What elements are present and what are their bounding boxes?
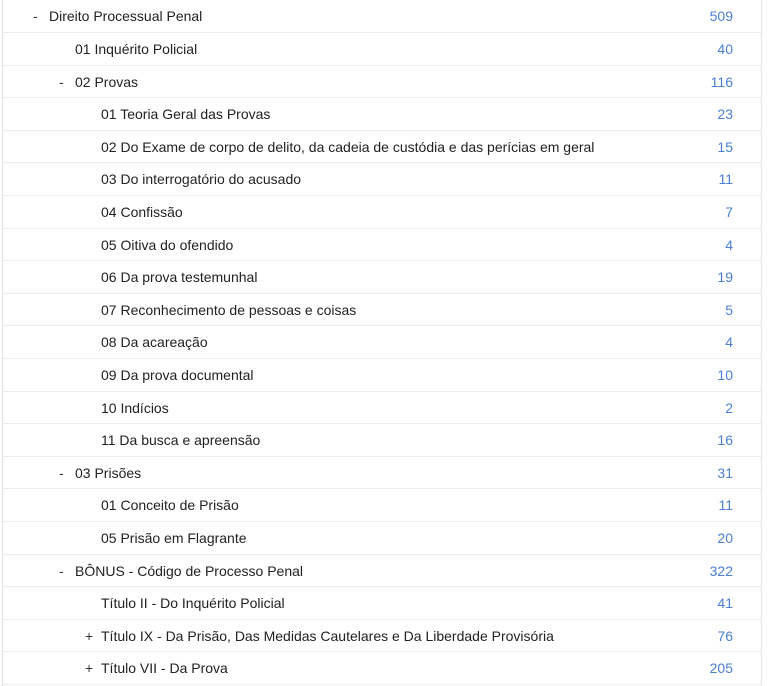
row-label: Título VII - Da Prova [101,660,228,677]
expand-toggle[interactable]: + [85,627,94,644]
row-label: 05 Prisão em Flagrante [101,529,247,546]
tree-row-provas[interactable] [3,66,761,99]
question-count: 10 [717,366,733,383]
tree-row-prisoes[interactable] [3,457,761,490]
collapse-toggle[interactable]: - [59,562,64,579]
tree-row-prova-documental[interactable] [3,359,761,392]
row-label: 06 Da prova testemunhal [101,269,258,286]
row-label: 04 Confissão [101,203,183,220]
tree-row-oitiva-ofendido[interactable] [3,229,761,262]
question-count: 4 [725,334,733,351]
collapse-toggle[interactable]: - [59,464,64,481]
row-label: Título II - Do Inquérito Policial [101,595,285,612]
tree-row-teoria-geral-provas[interactable] [3,98,761,131]
question-count: 31 [717,464,733,481]
row-label: 01 Inquérito Policial [75,41,198,57]
tree-row-titulo-vii[interactable] [3,652,761,685]
question-count: 23 [717,106,733,123]
row-label: Título IX - Da Prisão, Das Medidas Cautelares e Da Liberdade Provisória [101,627,554,644]
question-count: 4 [725,236,733,253]
row-label: 07 Reconhecimento de pessoas e coisas [101,301,357,318]
row-label: 02 Provas [75,73,139,90]
question-count: 5 [725,301,733,318]
tree-row-reconhecimento[interactable] [3,294,761,327]
question-count: 2 [725,399,733,416]
tree-row-confissao[interactable] [3,196,761,229]
question-count: 509 [709,8,733,24]
question-count: 40 [717,41,733,57]
question-count: 19 [717,269,733,286]
tree-row-exame-corpo-delito[interactable] [3,131,761,164]
question-count: 11 [718,171,733,188]
row-label: Direito Processual Penal [49,8,203,24]
tree-row-direito-processual-penal[interactable] [3,0,761,33]
question-count: 20 [717,529,733,546]
tree-row-bonus-cpp[interactable] [3,555,761,588]
question-count: 11 [718,497,733,514]
row-label: 01 Conceito de Prisão [101,497,239,514]
tree-row-interrogatorio[interactable] [3,163,761,196]
row-label: 05 Oitiva do ofendido [101,236,234,253]
row-label: 03 Prisões [75,464,142,481]
tree-row-prova-testemunhal[interactable] [3,261,761,294]
row-label: 03 Do interrogatório do acusado [101,171,302,188]
row-label: 09 Da prova documental [101,366,254,383]
row-label: 11 Da busca e apreensão [101,432,261,449]
tree-row-conceito-prisao[interactable] [3,489,761,522]
tree-row-titulo-ii[interactable] [3,587,761,620]
collapse-toggle[interactable]: - [33,8,38,24]
question-count: 41 [717,595,733,612]
tree-row-prisao-flagrante[interactable] [3,522,761,555]
question-count: 205 [709,660,733,677]
question-count: 15 [717,138,733,155]
tree-row-titulo-ix[interactable] [3,620,761,653]
row-label: 10 Indícios [101,399,169,416]
subject-tree [2,0,762,686]
expand-toggle[interactable]: + [85,660,94,677]
tree-row-busca-apreensao[interactable] [3,424,761,457]
collapse-toggle[interactable]: - [59,73,64,90]
tree-row-inquerito-policial[interactable] [3,33,761,66]
question-count: 322 [709,562,733,579]
row-label: 08 Da acareação [101,334,208,351]
row-label: 02 Do Exame de corpo de delito, da cadeia de custódia e das perícias em geral [101,138,595,155]
question-count: 116 [710,73,733,90]
row-label: BÔNUS - Código de Processo Penal [75,562,303,579]
row-label: 01 Teoria Geral das Provas [101,106,271,123]
question-count: 16 [717,432,733,449]
question-count: 7 [725,203,733,220]
tree-row-acareacao[interactable] [3,326,761,359]
question-count: 76 [717,627,733,644]
tree-row-indicios[interactable] [3,392,761,425]
